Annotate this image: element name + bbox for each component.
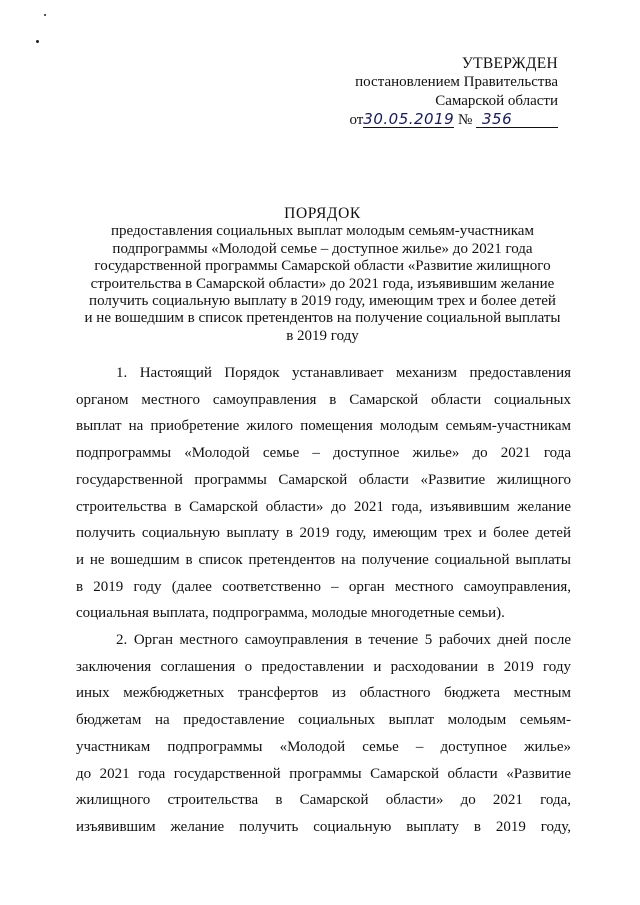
scan-speck <box>44 14 46 16</box>
number-label: № <box>457 112 473 128</box>
paragraph-line: заключения соглашения о предоставлении и расходовании в 2019 году <box>76 658 571 675</box>
paragraph-line: 1. Настоящий Порядок устанавливает механизм предоставления <box>116 365 571 381</box>
document-title: ПОРЯДОК <box>284 205 361 222</box>
document-heading <box>70 205 575 345</box>
paragraph-line: получить социальную выплату в 2019 году, имеющим трех и более детей <box>76 525 571 542</box>
paragraph-line: строительства в Самарской области» до 2021 года, изъявившим желание <box>76 498 571 515</box>
paragraph-line: государственной программы Самарской области «Развитие жилищного <box>76 471 571 488</box>
approval-date-line <box>349 111 558 130</box>
paragraph-line: в 2019 году (далее соответственно – орган местного самоуправления, <box>76 578 571 595</box>
paragraph-line: изъявившим желание получить социальную выплату в 2019 году, <box>76 818 571 835</box>
paragraph-1 <box>76 360 571 627</box>
subtitle-line: получить социальную выплату в 2019 году, имеющим трех и более детей <box>89 293 556 310</box>
approval-title: УТВЕРЖДЕН <box>461 55 558 72</box>
paragraph-line: 2. Орган местного самоуправления в течение 5 рабочих дней после <box>116 632 571 648</box>
subtitle-line: в 2019 году <box>286 327 359 344</box>
subtitle-line: предоставления социальных выплат молодым семьям-участникам <box>111 223 534 240</box>
subtitle-line: строительства в Самарской области» до 2021 года, изъявившим желание <box>90 275 555 292</box>
paragraph-line: органом местного самоуправления в Самарской области социальных <box>76 391 571 408</box>
paragraph-line: иных межбюджетных трансфертов из областного бюджета местным <box>76 685 571 702</box>
handwritten-date: 30.05.2019 <box>363 110 455 128</box>
paragraph-line: выплат на приобретение жилого помещения молодым семьям-участникам <box>76 418 571 435</box>
approval-line-1: постановлением Правительства <box>355 74 558 90</box>
paragraph-line: социальная выплата, подпрограмма, молодые многодетные семьи). <box>76 605 505 622</box>
approval-stamp <box>349 54 558 130</box>
paragraph-2 <box>76 627 571 841</box>
paragraph-line: и не вошедшим в список претендентов на получение социальной выплаты <box>76 551 571 568</box>
scan-speck <box>36 40 39 43</box>
paragraph-line: до 2021 года государственной программы Самарской области «Развитие <box>76 765 571 782</box>
paragraph-line: бюджетам на предоставление социальных выплат молодым семьям- <box>76 712 571 729</box>
date-prefix: от <box>349 112 364 128</box>
subtitle-line: подпрограммы «Молодой семье – доступное жилье» до 2021 года <box>112 240 533 257</box>
subtitle-line: государственной программы Самарской области «Развитие жилищного <box>94 258 551 275</box>
handwritten-number: 356 <box>476 112 558 128</box>
subtitle-line: и не вошедшим в список претендентов на получение социальной выплаты <box>84 310 561 327</box>
paragraph-line: жилищного строительства в Самарской области» до 2021 года, <box>76 792 571 809</box>
paragraph-line: участникам подпрограммы «Молодой семье – доступное жилье» <box>76 738 571 755</box>
approval-line-2: Самарской области <box>435 93 558 109</box>
paragraph-line: подпрограммы «Молодой семье – доступное жилье» до 2021 года <box>76 445 571 462</box>
